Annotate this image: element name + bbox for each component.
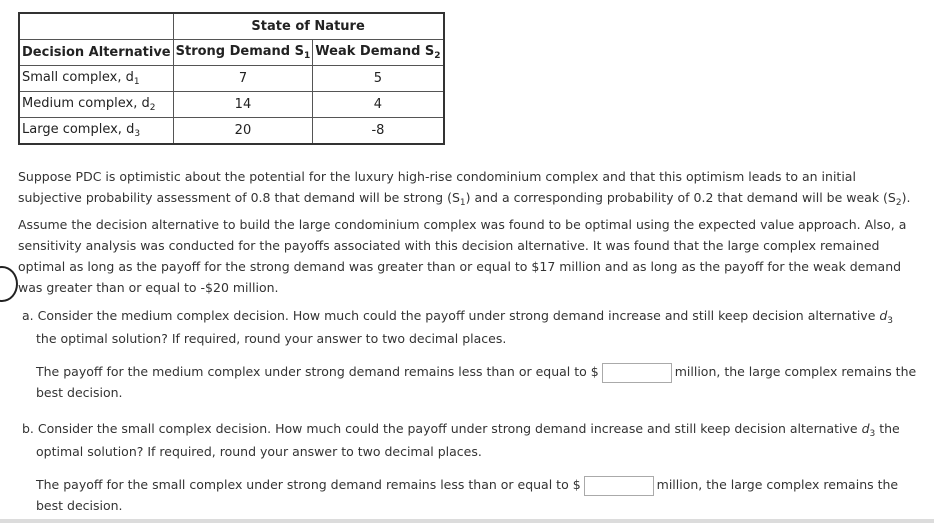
state-of-nature-header: State of Nature <box>173 13 443 40</box>
question-a-d: d <box>879 308 888 323</box>
row-label-text: Small complex, d <box>22 70 134 85</box>
question-b-text <box>22 420 927 461</box>
cell-strong: 7 <box>173 66 313 92</box>
bottom-divider <box>0 519 934 523</box>
question-a-post: the optimal solution? If required, round your answer to two decimal places. <box>36 331 507 346</box>
row-label-text: Medium complex, d <box>22 96 150 111</box>
col-header-decision: Decision Alternative <box>19 40 173 66</box>
margin-circle-mark <box>0 266 18 302</box>
cell-weak: 5 <box>313 66 444 92</box>
answer-b-input[interactable] <box>584 476 654 496</box>
answer-a-post: million, the large complex remains the best decision. <box>36 364 917 400</box>
col-header-weak-sub: 2 <box>434 51 441 61</box>
answer-a-input[interactable] <box>602 363 672 383</box>
cell-weak: 4 <box>313 92 444 118</box>
question-a-text <box>22 307 902 348</box>
paragraph-s2: S <box>887 190 896 205</box>
question-a-pre: a. Consider the medium complex decision. How much could the payoff under strong demand increase and still keep decision alternative <box>22 308 880 323</box>
row-label <box>19 66 173 92</box>
paragraph-s1-sub: 1 <box>459 198 466 208</box>
table-corner-cell <box>19 13 173 40</box>
paragraph-part-2: ) and a corresponding probability of 0.2 that demand will be weak ( <box>465 190 888 205</box>
table-header-row-columns <box>19 40 444 66</box>
col-header-strong <box>173 40 313 66</box>
row-label-sub: 1 <box>133 77 140 87</box>
table-row <box>19 118 444 145</box>
col-header-strong-text: Strong Demand S <box>175 44 305 59</box>
payoff-table <box>18 12 445 145</box>
question-b <box>22 420 927 461</box>
question-b-pre: b. Consider the small complex decision. How much could the payoff under strong demand increase and still keep decision alternative <box>22 421 862 436</box>
cell-weak: -8 <box>313 118 444 145</box>
row-label-text: Large complex, d <box>22 122 135 137</box>
table-header-row-state <box>19 13 444 40</box>
col-header-weak <box>313 40 444 66</box>
cell-strong: 14 <box>173 92 313 118</box>
answer-b <box>36 475 916 516</box>
cell-strong: 20 <box>173 118 313 145</box>
paragraph-part-3: ). Assume the decision alternative to build the large condominium complex was found to be optimal using the expected value approach. Also, a sensitivity analysis was conducted for the payoffs associated with this decision alternative. It was found that the large complex remained optimal as long as the payoff for the strong demand was greater than or equal to $17 million and as long as the payoff for the weak demand was greater than or equal to -$20 million. <box>18 190 911 295</box>
answer-b-pre: The payoff for the small complex under strong demand remains less than or equal to $ <box>36 477 581 492</box>
answer-b-post: million, the large complex remains the best decision. <box>36 477 899 513</box>
row-label-sub: 3 <box>134 129 141 139</box>
table-row <box>19 66 444 92</box>
question-b-d: d <box>861 421 870 436</box>
col-header-weak-text: Weak Demand S <box>315 44 435 59</box>
col-header-strong-sub: 1 <box>304 51 311 61</box>
question-a <box>22 307 902 348</box>
problem-paragraph <box>18 166 923 298</box>
answer-a-pre: The payoff for the medium complex under strong demand remains less than or equal to $ <box>36 364 599 379</box>
row-label <box>19 118 173 145</box>
question-b-post: the optimal solution? If required, round your answer to two decimal places. <box>36 421 900 459</box>
question-a-d-sub: 3 <box>887 316 894 326</box>
question-b-d-sub: 3 <box>869 429 876 439</box>
paragraph-part-1: Suppose PDC is optimistic about the potential for the luxury high-rise condominium complex and that this optimism leads to an initial subjective probability assessment of 0.8 that demand will be strong ( <box>18 169 856 205</box>
row-label <box>19 92 173 118</box>
row-label-sub: 2 <box>149 103 156 113</box>
answer-a <box>36 362 931 403</box>
paragraph-s1: S <box>451 190 460 205</box>
table-row <box>19 92 444 118</box>
paragraph-s2-sub: 2 <box>895 198 902 208</box>
